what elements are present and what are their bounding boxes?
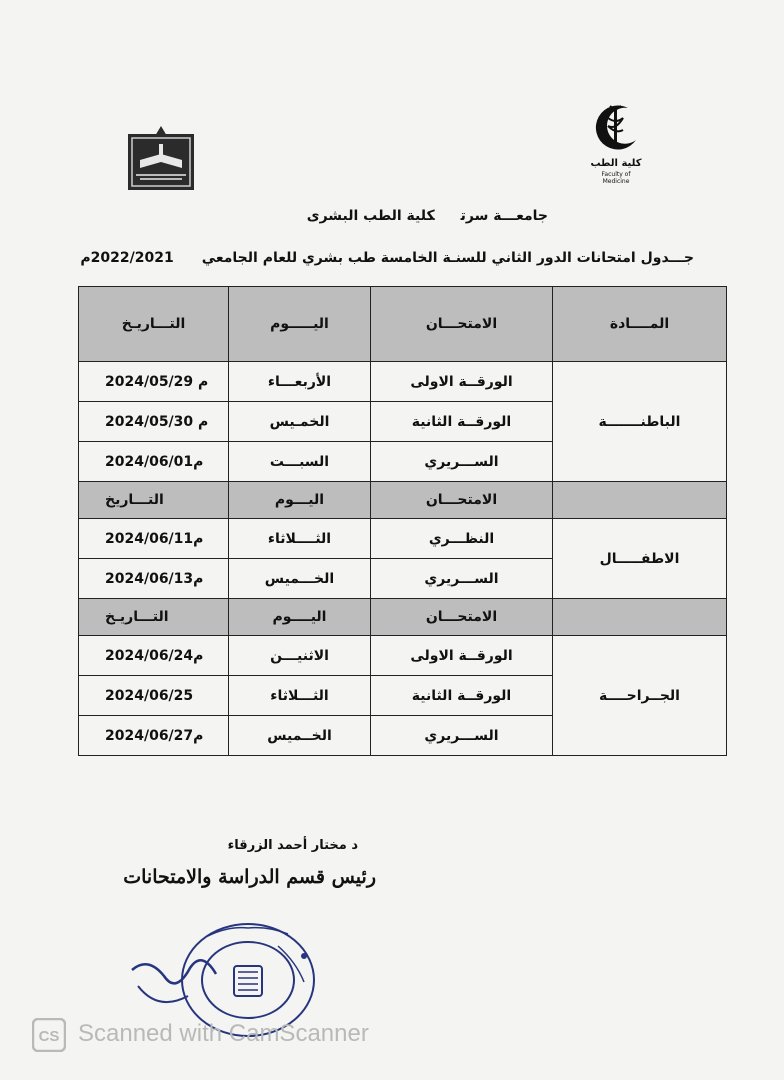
subheader-date: التـــاريخ [79,482,229,519]
camscanner-logo-icon [32,1018,66,1052]
day-cell: الخمـيس [229,402,371,442]
subject-surgery: الجــراحــــة [553,636,727,756]
document-title [80,250,694,266]
signatory-role: رئيس قسم الدراسة والامتحانات [123,866,376,888]
date-cell: 2024/06/27م [79,716,229,756]
date-cell: 2024/05/30 م [79,402,229,442]
day-cell: الثــــلاثاء [229,519,371,559]
date-cell: 2024/06/25 [79,676,229,716]
camscanner-badge-text: CS [38,1028,60,1045]
header-subject: المــــادة [553,287,727,362]
subject-internal-medicine: الباطنـــــــة [553,362,727,482]
date-cell: 2024/05/29 م [79,362,229,402]
section-header-row [79,482,727,519]
day-cell: الخــميس [229,716,371,756]
day-cell: الثـــلاثاء [229,676,371,716]
subheader-date: التـــاريـخ [79,599,229,636]
faculty-logo-caption-en: Faculty of Medicine [601,171,631,185]
camscanner-watermark: Scanned with CamScanner [78,1020,369,1047]
section-header-row [79,599,727,636]
exam-cell: الســـريري [371,559,553,599]
exam-cell: الورقــة الثانية [371,676,553,716]
table-header-row [79,287,727,362]
date-cell: 2024/06/24م [79,636,229,676]
header-day: اليـــــوم [229,287,371,362]
header-date: التـــاريـخ [79,287,229,362]
exam-cell: الســـريري [371,442,553,482]
subheader-exam: الامتحـــان [371,482,553,519]
table-row [79,636,727,676]
day-cell: السبـــت [229,442,371,482]
header-exam: الامتحـــان [371,287,553,362]
institution-line [281,208,548,224]
date-cell: 2024/06/13م [79,559,229,599]
subheader-exam: الامتحـــان [371,599,553,636]
date-cell: 2024/06/11م [79,519,229,559]
exam-cell: النظـــري [371,519,553,559]
faculty-logo [588,100,644,185]
exam-schedule-table [78,286,727,756]
subject-pediatrics: الاطفـــــال [553,519,727,599]
signatory-name: د مختار أحمد الزرقاء [227,838,358,853]
exam-cell: الورقــة الثانية [371,402,553,442]
academic-year: 2022/2021م [80,250,174,266]
day-cell: الاثنيـــن [229,636,371,676]
university-name: جامعـــة سرت [460,208,548,224]
exam-cell: الورقــة الاولى [371,362,553,402]
date-cell: 2024/06/01م [79,442,229,482]
exam-cell: الورقــة الاولى [371,636,553,676]
subheader-day: اليـــوم [229,482,371,519]
university-logo [126,124,196,192]
faculty-logo-caption: كلية الطب [590,158,642,169]
title-text: جـــدول امتحانات الدور الثاني للسنـة الخامسة طب بشري للعام الجامعي [201,250,694,266]
faculty-name: كلية الطب البشرى [306,208,435,224]
day-cell: الخـــميس [229,559,371,599]
subheader-day: اليــــوم [229,599,371,636]
table-row [79,362,727,402]
exam-cell: الســـريري [371,716,553,756]
day-cell: الأربعـــاء [229,362,371,402]
table-row [79,519,727,559]
